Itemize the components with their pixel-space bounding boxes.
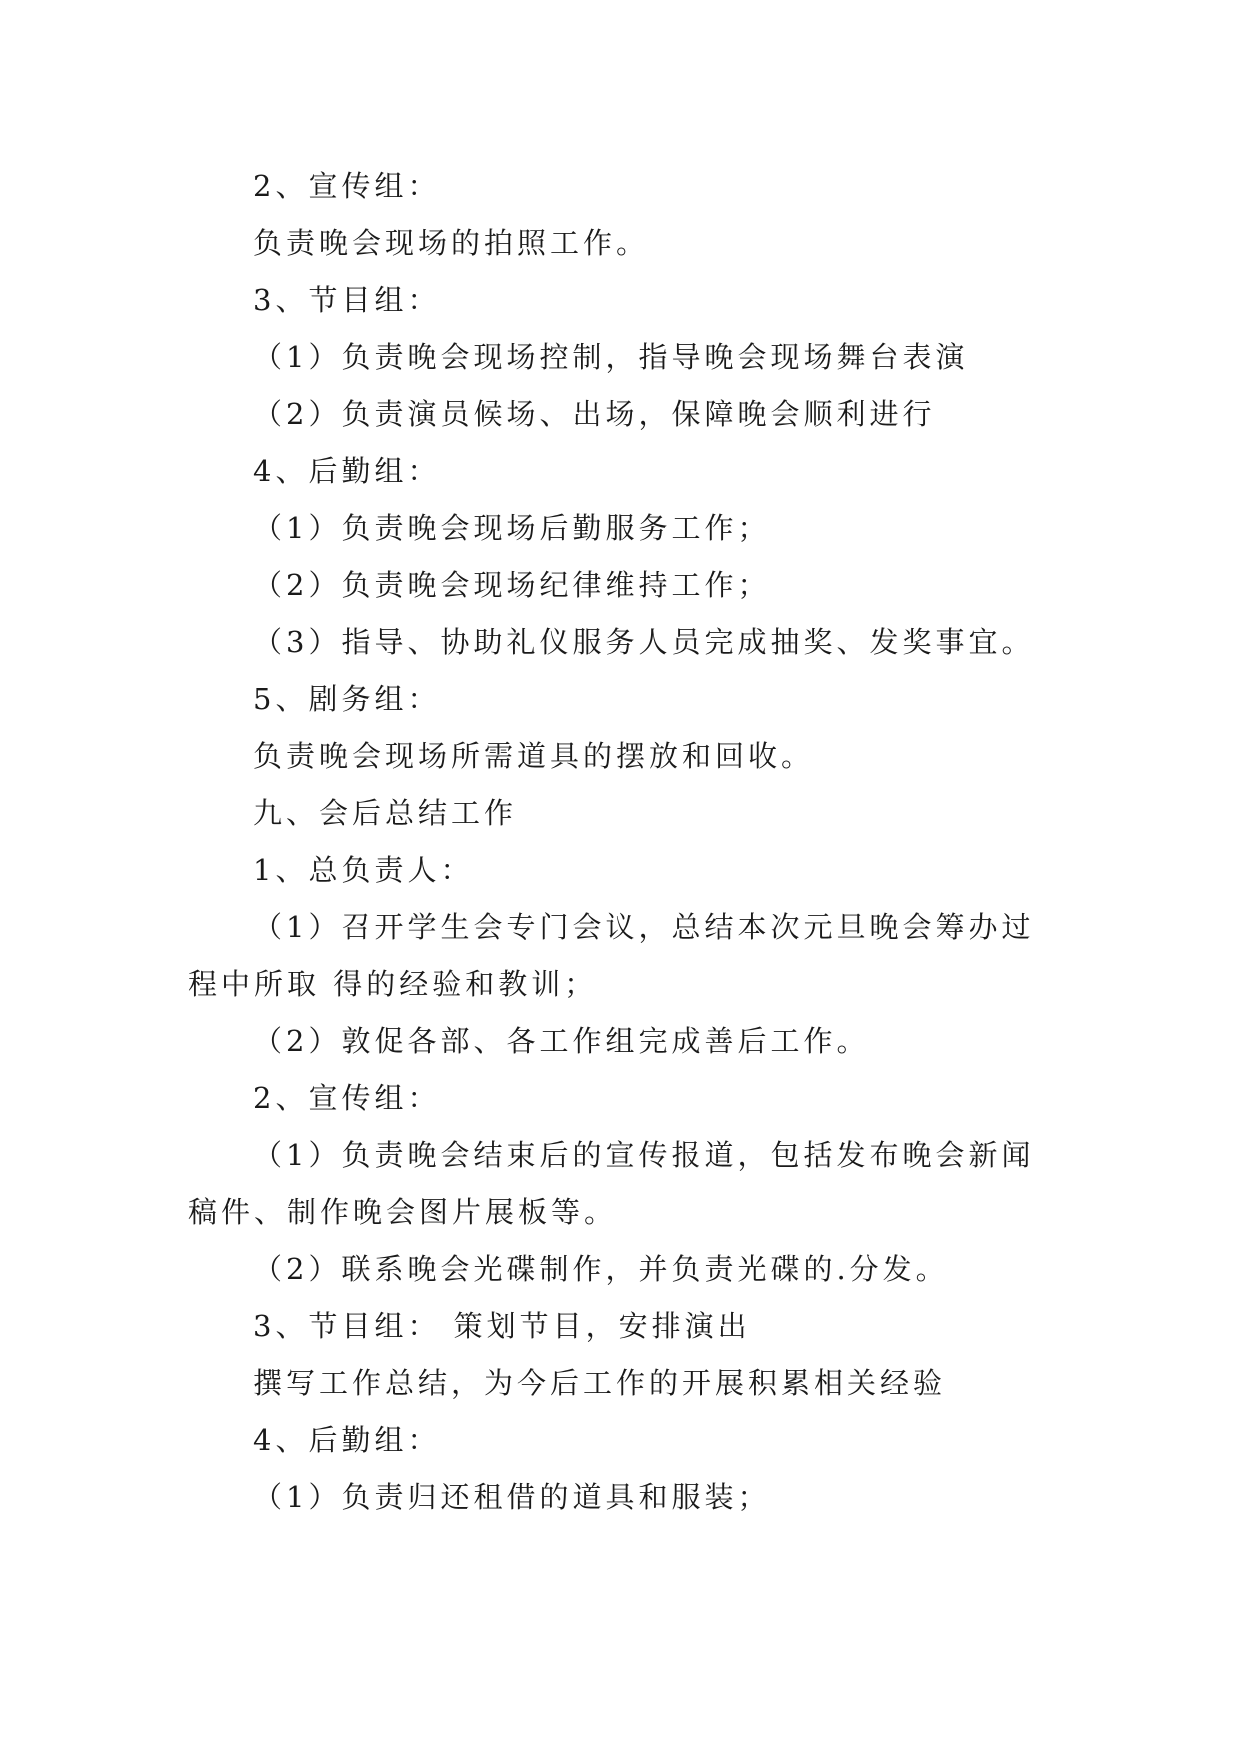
section-heading-chief: 1、总负责人： (253, 853, 474, 887)
list-item: （2）敦促各部、各工作组完成善后工作。 (253, 1024, 870, 1058)
section-heading-stage-affairs: 5、剧务组： (253, 682, 441, 716)
paragraph-line: 撰写工作总结，为今后工作的开展积累相关经验 (253, 1366, 947, 1400)
list-item: （2）联系晚会光碟制作，并负责光碟的.分发。 (253, 1252, 949, 1286)
section-heading-publicity: 2、宣传组： (253, 1081, 441, 1115)
section-heading-logistics: 4、后勤组： (253, 454, 441, 488)
list-item: （1）负责晚会现场后勤服务工作； (253, 511, 771, 545)
section-heading-logistics: 4、后勤组： (253, 1423, 441, 1457)
paragraph-line: 负责晚会现场的拍照工作。 (253, 226, 650, 260)
chapter-heading: 九、会后总结工作 (253, 796, 518, 830)
list-item: （1）负责晚会现场控制，指导晚会现场舞台表演 (253, 340, 969, 374)
list-item: （3）指导、协助礼仪服务人员完成抽奖、发奖事宜。 (253, 625, 1035, 659)
list-item: （2）负责演员候场、出场，保障晚会顺利进行 (253, 397, 936, 431)
list-item: （1）召开学生会专门会议，总结本次元旦晚会筹办过 (253, 910, 1035, 944)
section-heading-publicity: 2、宣传组： (253, 169, 441, 203)
list-item: （2）负责晚会现场纪律维持工作； (253, 568, 771, 602)
list-item-continuation: 程中所取 得的经验和教训； (188, 967, 598, 1001)
list-item: （1）负责归还租借的道具和服装； (253, 1480, 771, 1514)
paragraph-line: 负责晚会现场所需道具的摆放和回收。 (253, 739, 815, 773)
list-item-continuation: 稿件、制作晚会图片展板等。 (188, 1195, 618, 1229)
list-item: （1）负责晚会结束后的宣传报道，包括发布晚会新闻 (253, 1138, 1035, 1172)
section-heading-program: 3、节目组： (253, 283, 441, 317)
section-heading-program: 3、节目组： 策划节目，安排演出 (253, 1309, 751, 1343)
